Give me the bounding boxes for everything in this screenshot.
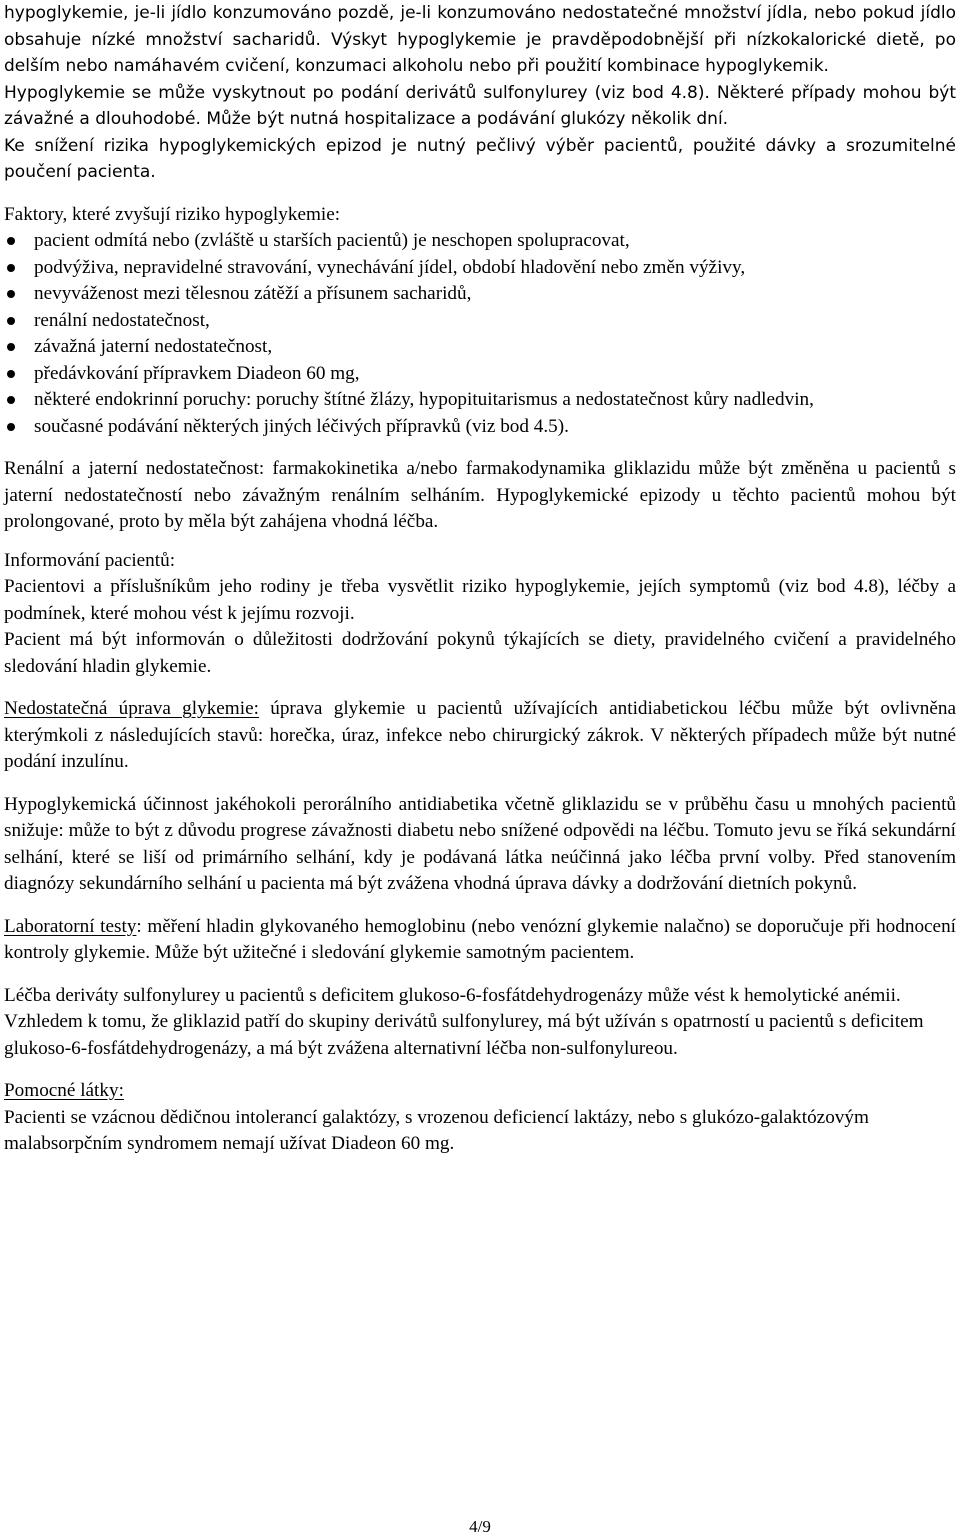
- patient-info-paragraph-1: Pacientovi a příslušníkům jeho rodiny je třeba vysvětlit riziko hypoglykemie, jejích symptomů (viz bod 4.8), léčby a podmínek, které mohou vést k jejímu rozvoji.: [4, 576, 956, 624]
- g6pd-paragraph: Léčba deriváty sulfonylurey u pacientů s deficitem glukoso-6-fosfátdehydrogenázy může vést k hemolytické anémii. Vzhledem k tomu, že gliklazid patří do skupiny derivátů sulfonylurey, má být užíván s opatrností u pacientů s deficitem glukoso-6-fosfátdehydrogenázy, a má být zvážena alternativní léčba non-sulfonylureou.: [4, 984, 924, 1059]
- list-item: renální nedostatečnost,: [4, 308, 956, 335]
- list-item: současné podávání některých jiných léčivých přípravků (viz bod 4.5).: [4, 414, 956, 441]
- risk-factors-list: [4, 228, 956, 440]
- list-item: předávkování přípravkem Diadeon 60 mg,: [4, 361, 956, 388]
- list-item: nevyváženost mezi tělesnou zátěží a přísunem sacharidů,: [4, 281, 956, 308]
- intro-paragraph-risk-reduction: Ke snížení rizika hypoglykemických epizod je nutný pečlivý výběr pacientů, použité dávky a srozumitelné poučení pacienta.: [4, 135, 956, 182]
- list-item: závažná jaterní nedostatečnost,: [4, 334, 956, 361]
- glycemia-paragraph: [4, 696, 956, 776]
- patient-info-paragraph-2: Pacient má být informován o důležitosti dodržování pokynů týkajících se diety, pravidelného cvičení a pravidelného sledování hladin glykemie.: [4, 629, 956, 677]
- excipients-heading: [4, 1078, 956, 1105]
- main-section: [4, 186, 956, 1158]
- excipients-label: Pomocné látky:: [4, 1080, 124, 1101]
- intro-paragraph-sulfonylurea: Hypoglykemie se může vyskytnout po podání derivátů sulfonylurey (viz bod 4.8). Některé případy mohou být závažné a dlouhodobé. Může být nutná hospitalizace a podávání glukózy několik dní.: [4, 82, 956, 129]
- renal-hepatic-paragraph: Renální a jaterní nedostatečnost: farmakokinetika a/nebo farmakodynamika gliklazidu může být změněna u pacientů s jaterní nedostatečností nebo závažným renálním selháním. Hypoglykemické epizody u těchto pacientů mohou být prolongované, proto by měla být zahájena vhodná léčba.: [4, 458, 956, 532]
- list-item: podvýživa, nepravidelné stravování, vynechávání jídel, období hladovění nebo změn výživy,: [4, 255, 956, 282]
- lab-tests-text: : měření hladin glykovaného hemoglobinu (nebo venózní glykemie nalačno) se doporučuje při hodnocení kontroly glykemie. Může být užitečné i sledování glykemie samotným pacientem.: [4, 915, 956, 963]
- intro-paragraph-hypoglycemia-causes: hypoglykemie, je-li jídlo konzumováno pozdě, je-li konzumováno nedostatečné množství jídla, nebo pokud jídlo obsahuje nízké množství sacharidů. Výskyt hypoglykemie je pravděpodobnější při nízkokalorické dietě, po delším nebo namáhavém cvičení, konzumaci alkoholu nebo při použití kombinace hypoglykemik.: [4, 3, 956, 76]
- factors-heading: Faktory, které zvyšují riziko hypoglykemie:: [4, 203, 341, 225]
- glycemia-text: úprava glykemie u pacientů užívajících antidiabetickou léčbu může být ovlivněna kterýmkoli z následujících stavů: horečka, úraz, infekce nebo chirurgický zákrok. V některých případech může být nutné podání inzulínu.: [4, 698, 956, 772]
- intro-section: [4, 0, 956, 186]
- secondary-failure-paragraph: Hypoglykemická účinnost jakéhokoli perorálního antidiabetika včetně gliklazidu se v průběhu času u mnohých pacientů snižuje: může to být z důvodu progrese závažnosti diabetu nebo snížené odpovědi na léčbu. Tomuto jevu se říká sekundární selhání, které se liší od primárního selhání, kdy je podávaná látka neúčinná jako léčba první volby. Před stanovením diagnózy sekundárního selhání u pacienta má být zvážena vhodná úprava dávky a dodržování dietních pokynů.: [4, 793, 956, 894]
- glycemia-label: Nedostatečná úprava glykemie:: [4, 698, 259, 719]
- patient-info-heading: Informování pacientů:: [4, 549, 176, 571]
- lab-tests-label: Laboratorní testy: [4, 915, 137, 937]
- excipients-paragraph: Pacienti se vzácnou dědičnou intolerancí galaktózy, s vrozenou deficiencí laktázy, nebo s glukózo-galaktózovým malabsorpčním syndromem nemají užívat Diadeon 60 mg.: [4, 1106, 869, 1154]
- page-number: 4/9: [469, 1517, 491, 1536]
- list-item: pacient odmítá nebo (zvláště u starších pacientů) je neschopen spolupracovat,: [4, 228, 956, 255]
- list-item: některé endokrinní poruchy: poruchy štítné žlázy, hypopituitarismus a nedostatečnost kůry nadledvin,: [4, 387, 956, 414]
- lab-tests-paragraph: [4, 914, 956, 967]
